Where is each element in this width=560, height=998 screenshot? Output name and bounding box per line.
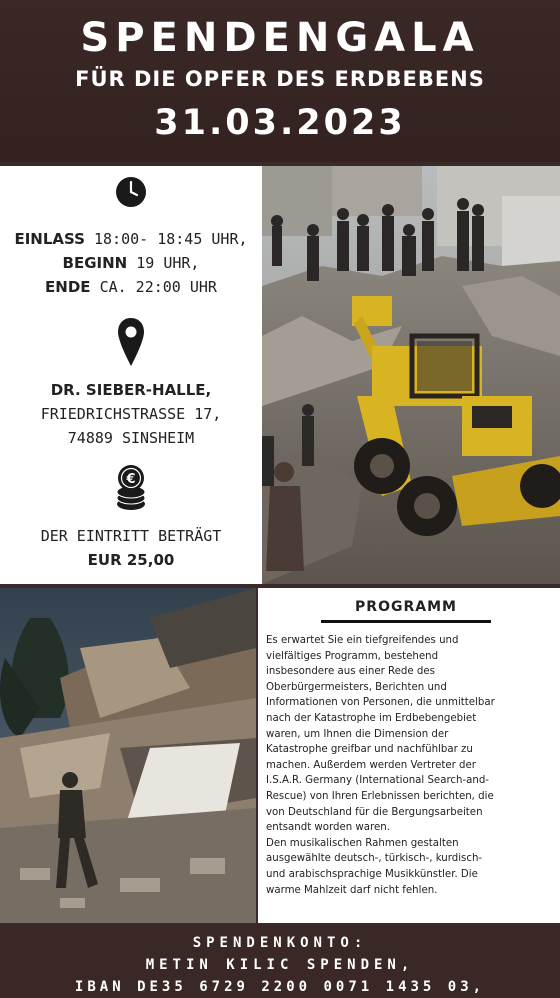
event-info-panel — [0, 166, 262, 584]
programm-line: warme Mahlzeit darf nicht fehlen. — [266, 884, 438, 896]
footer-heading: SPENDENKONTO: — [192, 935, 368, 951]
earthquake-rescue-photo — [262, 166, 560, 584]
ende-label: ENDE — [45, 278, 91, 296]
programm-line: I.S.A.R. Germany (International Search-and- — [266, 775, 489, 787]
programm-line: Oberbürgermeisters, Berichten und — [266, 681, 447, 693]
beginn-value: 19 UHR, — [136, 254, 200, 272]
programm-underline — [321, 620, 491, 623]
coins-icon — [0, 462, 262, 512]
programm-line: von Deutschland für die Bergungsarbeiten — [266, 806, 483, 818]
admission-block — [0, 524, 262, 572]
programm-body — [266, 633, 546, 898]
programm-line: Es erwartet Sie ein tiefgreifendes und — [266, 635, 459, 646]
event-date: 31.03.2023 — [154, 103, 406, 143]
programm-line: vielfältiges Programm, bestehend — [266, 650, 439, 662]
programm-line: nach der Katastrophe im Erdbebengebiet — [266, 712, 477, 724]
programm-line: Rescue) von Ihren Erlebnissen berichten, die — [266, 790, 494, 802]
venue-street: FRIEDRICHSTRASSE 17, — [40, 405, 222, 423]
programm-line: Katastrophe greifbar und nachfühlbar zu — [266, 744, 473, 756]
admission-price: EUR 25,00 — [87, 551, 175, 569]
map-pin-icon — [0, 316, 262, 368]
programm-line: machen. Außerdem werden Vertreter der — [266, 759, 476, 771]
venue-city: 74889 SINSHEIM — [67, 429, 195, 447]
programm-line: Informationen von Personen, die unmittelbar — [266, 697, 495, 709]
programm-line: ausgewählte deutsch-, türkisch-, kurdisch- — [266, 853, 483, 865]
header-banner — [0, 0, 560, 162]
collapsed-building-photo — [0, 588, 256, 923]
svg-text:€: € — [126, 472, 136, 487]
programm-line: insbesondere aus einer Rede des — [266, 666, 435, 678]
venue-name: DR. SIEBER-HALLE, — [50, 381, 212, 399]
einlass-value: 18:00- 18:45 UHR, — [93, 230, 248, 248]
programm-line: und arabischsprachige Musikkünstler. Die — [266, 868, 478, 880]
footer-account-holder: METIN KILIC SPENDEN, — [145, 957, 415, 973]
ende-value: CA. 22:00 UHR — [99, 278, 217, 296]
beginn-label: BEGINN — [62, 254, 128, 272]
footer-bank-account — [0, 925, 560, 998]
location-block — [0, 378, 262, 450]
programm-line: waren, um Ihnen die Dimension der — [266, 728, 449, 740]
clock-icon — [0, 174, 262, 210]
programm-title: PROGRAMM — [355, 599, 457, 615]
event-subtitle: FÜR DIE OPFER DES ERDBEBENS — [75, 67, 485, 91]
schedule-block — [0, 227, 262, 299]
programm-section — [258, 588, 560, 923]
footer-iban: IBAN DE35 6729 2200 0071 1435 03, — [74, 979, 486, 995]
programm-line: entsandt worden waren. — [266, 822, 390, 834]
programm-line: Den musikalischen Rahmen gestalten — [266, 837, 459, 849]
admission-label: DER EINTRITT BETRÄGT — [40, 527, 222, 545]
event-title: SPENDENGALA — [80, 15, 480, 61]
einlass-label: EINLASS — [14, 230, 85, 248]
